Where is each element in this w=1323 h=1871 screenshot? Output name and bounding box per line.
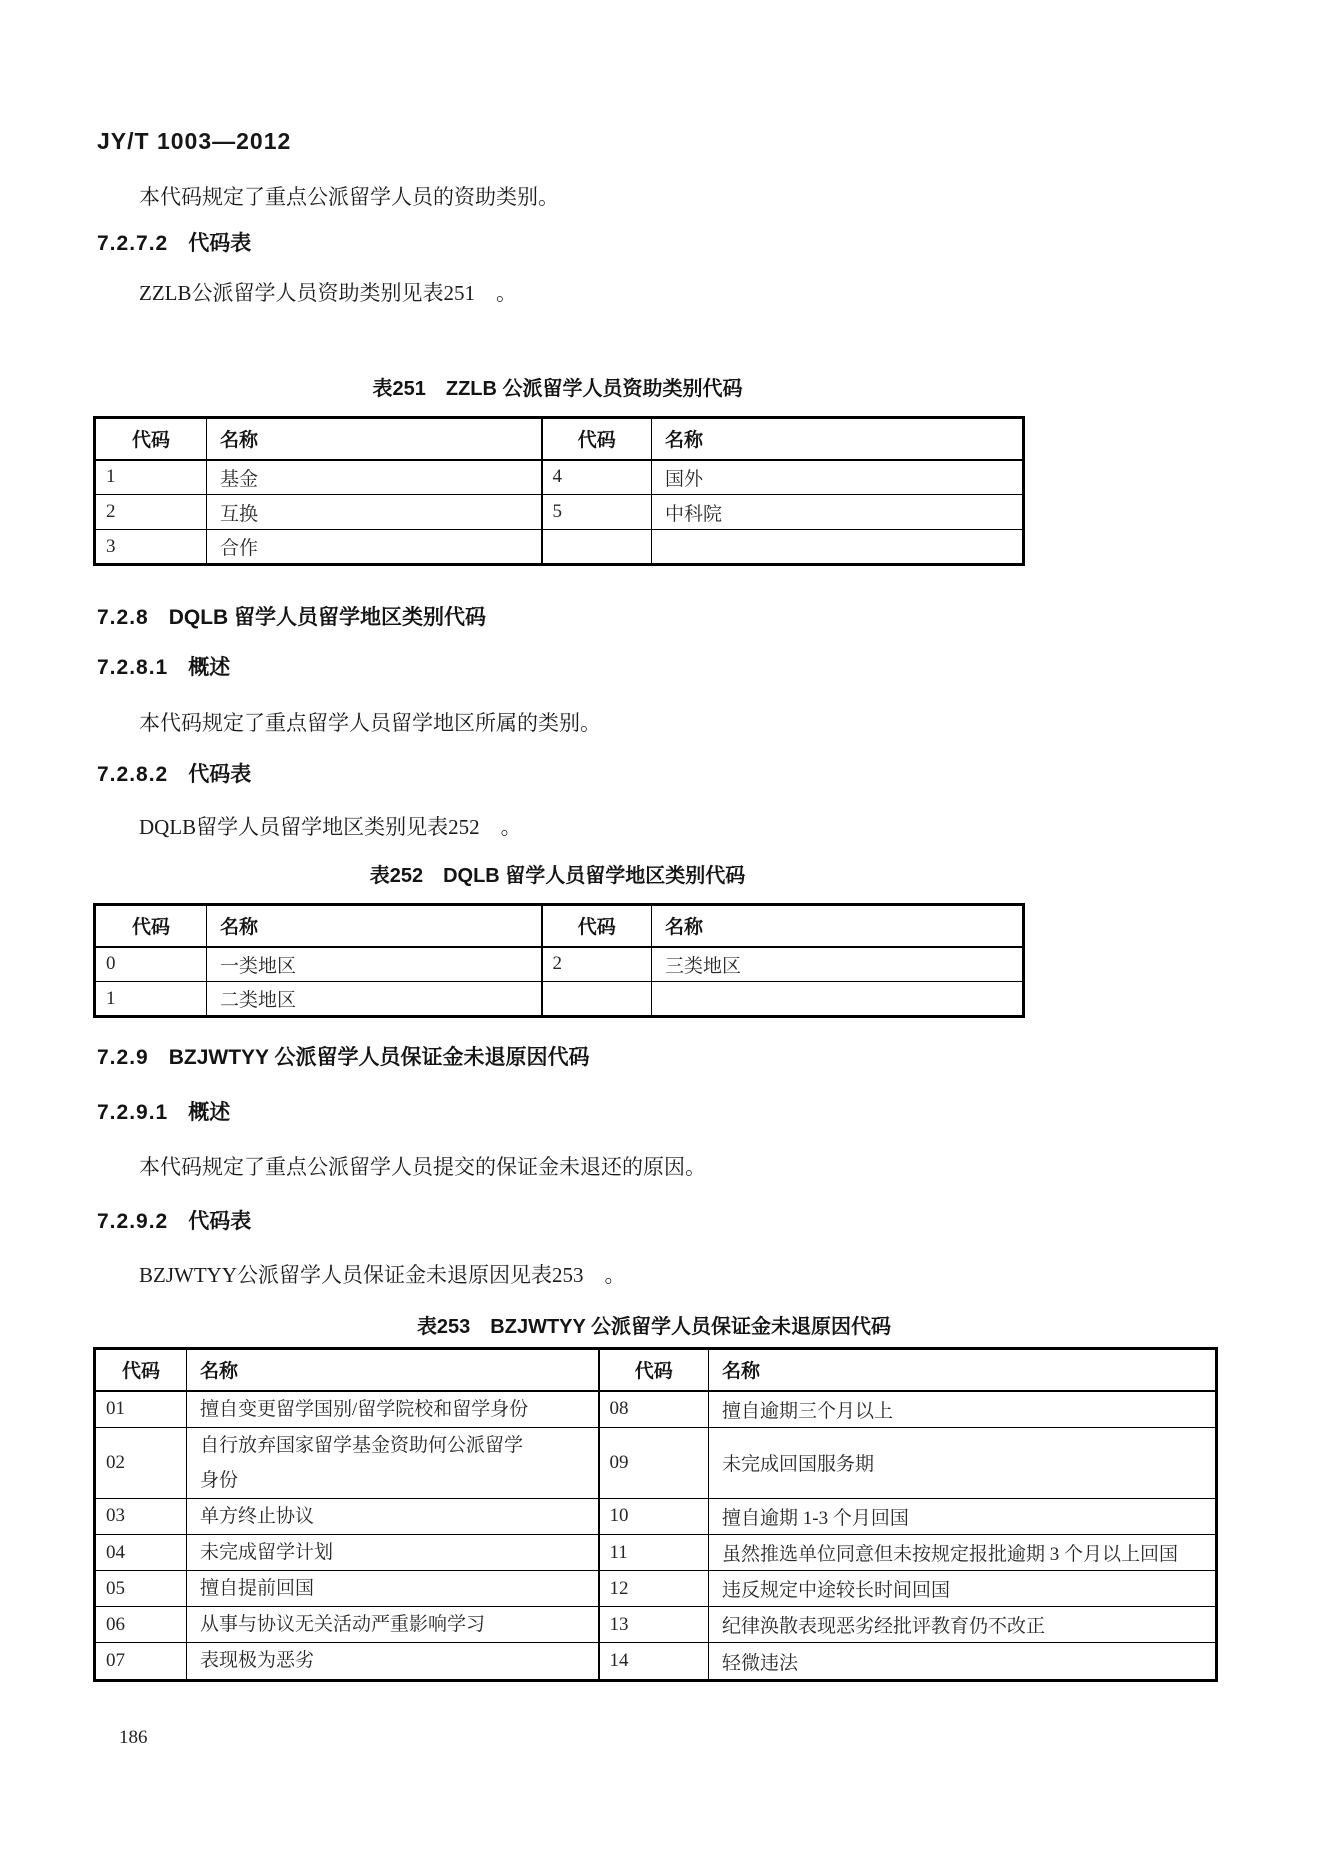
heading-number: 7.2.8 [97,606,149,629]
column-header: 代码 [542,418,652,460]
cell-code: 08 [599,1391,709,1428]
column-header: 代码 [95,418,207,460]
cell-name: 单方终止协议 [187,1498,599,1534]
column-header: 代码 [599,1349,709,1391]
cell-code: 09 [599,1427,709,1498]
cell-name: 二类地区 [207,982,542,1017]
standard-number: JY/T 1003—2012 [97,128,292,154]
cell-name: 擅自逾期 1-3 个月回国 [709,1498,1217,1534]
heading-number: 7.2.8.2 [97,763,169,786]
table-header-row [95,905,1024,947]
cell-name: 自行放弃国家留学基金资助何公派留学身份 [187,1427,599,1498]
cell-name: 一类地区 [207,947,542,982]
section-heading-7-2-9-1 [97,1096,230,1126]
cell-code: 1 [95,460,207,495]
cell-code: 14 [599,1643,709,1680]
cell-code: 03 [95,1498,187,1534]
table-caption-252: 表252 DQLB 留学人员留学地区类别代码 [369,865,746,887]
column-header: 名称 [207,418,542,460]
heading-title: 代码表 [188,1210,252,1233]
section-heading-7-2-7-2 [97,227,251,257]
table-header-row [95,1349,1217,1391]
table-row [95,495,1024,530]
cell-name: 未完成留学计划 [187,1535,599,1571]
heading-title: 代码表 [188,763,252,786]
heading-title: BZJWTYY 公派留学人员保证金未退原因代码 [168,1046,590,1069]
cell-code: 0 [95,947,207,982]
cell-name: 纪律涣散表现恶劣经批评教育仍不改正 [709,1607,1217,1643]
column-header: 名称 [652,905,1024,947]
cell-name: 三类地区 [652,947,1024,982]
table-header-row [95,418,1024,460]
cell-code: 1 [95,982,207,1017]
column-header: 名称 [187,1349,599,1391]
cell-code: 5 [542,495,652,530]
cell-code: 3 [95,530,207,565]
section-heading-7-2-8 [97,601,486,631]
cell-code: 06 [95,1607,187,1643]
heading-number: 7.2.9.1 [97,1101,169,1124]
code-table-253 [93,1347,1218,1682]
paragraph-zzlb-ref: ZZLB公派留学人员资助类别见表251 。 [139,281,517,305]
cell-code: 01 [95,1391,187,1428]
cell-code: 12 [599,1571,709,1607]
table-row [95,1391,1217,1428]
cell-code: 2 [95,495,207,530]
paragraph-dqlb-ref: DQLB留学人员留学地区类别见表252 。 [139,815,522,839]
heading-number: 7.2.8.1 [97,656,169,679]
column-header: 名称 [709,1349,1217,1391]
heading-number: 7.2.9.2 [97,1210,169,1233]
paragraph-dqlb-scope: 本代码规定了重点留学人员留学地区所属的类别。 [139,711,601,735]
cell-name: 表现极为恶劣 [187,1643,599,1680]
table-row [95,947,1024,982]
cell-name [652,530,1024,565]
cell-name [652,982,1024,1017]
cell-name: 合作 [207,530,542,565]
table-row [95,1607,1217,1643]
table-row [95,460,1024,495]
column-header: 名称 [652,418,1024,460]
cell-name: 虽然推选单位同意但未按规定报批逾期 3 个月以上回国 [709,1535,1217,1571]
heading-number: 7.2.9 [97,1046,149,1069]
code-table-251 [93,416,1025,566]
cell-code: 11 [599,1535,709,1571]
cell-name: 违反规定中途较长时间回国 [709,1571,1217,1607]
heading-number: 7.2.7.2 [97,232,169,255]
section-heading-7-2-9 [97,1041,590,1071]
table-row [95,1498,1217,1534]
cell-name: 互换 [207,495,542,530]
heading-title: DQLB 留学人员留学地区类别代码 [168,606,487,629]
column-header: 名称 [207,905,542,947]
paragraph-bzjwtyy-scope: 本代码规定了重点公派留学人员提交的保证金未退还的原因。 [139,1155,706,1179]
page-number: 186 [119,1727,148,1748]
table-row [95,1535,1217,1571]
column-header: 代码 [95,905,207,947]
cell-code: 13 [599,1607,709,1643]
cell-name: 中科院 [652,495,1024,530]
cell-name: 擅自提前回国 [187,1571,599,1607]
table-row [95,1643,1217,1680]
column-header: 代码 [95,1349,187,1391]
heading-title: 概述 [188,1101,231,1124]
cell-code: 04 [95,1535,187,1571]
cell-name: 未完成回国服务期 [709,1427,1217,1498]
heading-title: 代码表 [188,232,252,255]
table-row [95,530,1024,565]
paragraph-bzjwtyy-ref: BZJWTYY公派留学人员保证金未退原因见表253 。 [139,1263,626,1287]
cell-code: 2 [542,947,652,982]
paragraph-zzlb-scope: 本代码规定了重点公派留学人员的资助类别。 [139,185,559,209]
table-row [95,982,1024,1017]
cell-name: 国外 [652,460,1024,495]
cell-code: 05 [95,1571,187,1607]
column-header: 代码 [542,905,652,947]
cell-name: 轻微违法 [709,1643,1217,1680]
cell-code: 10 [599,1498,709,1534]
code-table-252 [93,903,1025,1018]
cell-name: 从事与协议无关活动严重影响学习 [187,1607,599,1643]
cell-name: 擅自逾期三个月以上 [709,1391,1217,1428]
section-heading-7-2-8-2 [97,758,251,788]
cell-code [542,530,652,565]
table-row [95,1571,1217,1607]
table-row [95,1427,1217,1498]
table-caption-253: 表253 BZJWTYY 公派留学人员保证金未退原因代码 [416,1316,892,1338]
cell-code: 4 [542,460,652,495]
cell-name: 擅自变更留学国别/留学院校和留学身份 [187,1391,599,1428]
cell-code: 02 [95,1427,187,1498]
section-heading-7-2-9-2 [97,1205,251,1235]
cell-code: 07 [95,1643,187,1680]
table-caption-251: 表251 ZZLB 公派留学人员资助类别代码 [372,378,743,400]
cell-name: 基金 [207,460,542,495]
heading-title: 概述 [188,656,231,679]
cell-code [542,982,652,1017]
section-heading-7-2-8-1 [97,651,230,681]
